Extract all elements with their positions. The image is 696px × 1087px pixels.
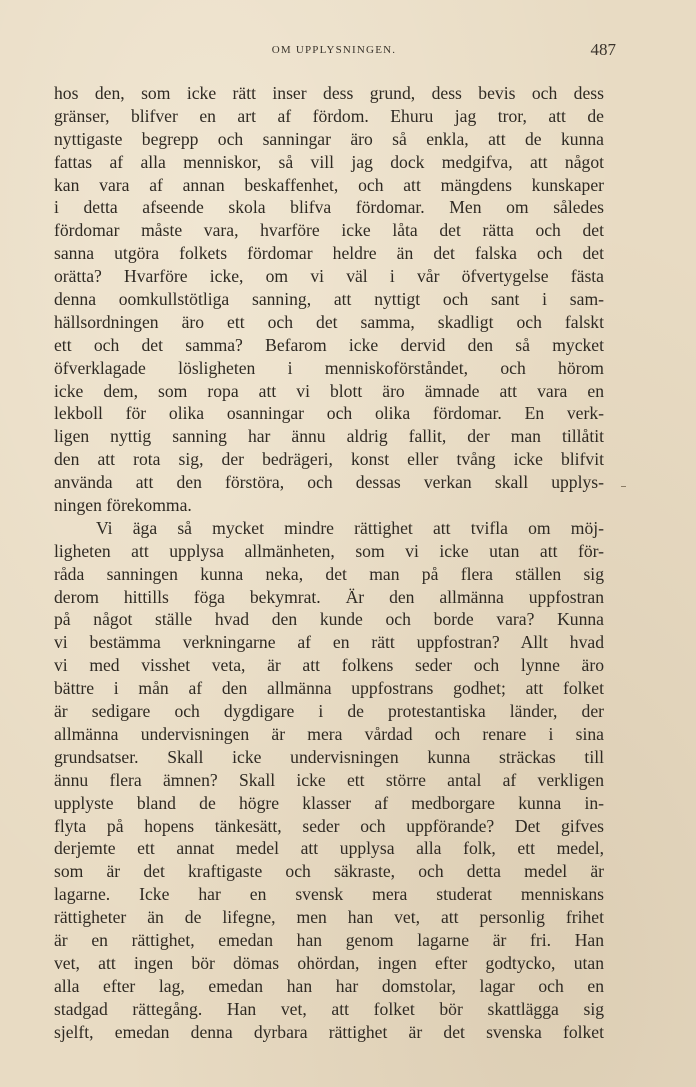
text-line: som är det kraftigaste och säkraste, och detta medel är: [54, 861, 604, 882]
text-line: är sedigare och dygdigare i de protestantiska länder, der: [54, 701, 604, 722]
text-line: alla efter lag, emedan han har domstolar, lagar och en: [54, 975, 604, 996]
text-line: flyta på hopens tänkesätt, seder och uppförande? Det gifves: [54, 815, 604, 836]
paragraph: [54, 82, 604, 517]
page-number: 487: [590, 40, 616, 59]
text-line: rättigheter än de lifegne, men han vet, att personlig frihet: [54, 907, 604, 928]
text-line: bättre i mån af den allmänna uppfostrans godhet; att folket: [54, 678, 604, 699]
text-line: grundsatser. Skall icke undervisningen kunna sträckas till: [54, 746, 604, 767]
text-line: hos den, som icke rätt inser dess grund, dess bevis och dess: [54, 83, 604, 103]
page-header: [54, 40, 614, 66]
text-line: sanna utgöra folkets fördomar heldre än det falska och det: [54, 243, 604, 264]
text-line: ligheten att upplysa allmänheten, som vi icke utan att för-: [54, 540, 604, 561]
text-line: denna oomkullstötliga sanning, att nyttigt och sant i sam-: [54, 289, 604, 310]
text-line: allmänna undervisningen är mera vårdad och renare i sina: [54, 723, 604, 744]
text-line: nyttigaste begrepp och sanningar äro så enkla, att de kunna: [54, 128, 604, 149]
text-line: vet, att ingen bör dömas ohördan, ingen efter godtycko, utan: [54, 952, 604, 973]
text-line: kan vara af annan beskaffenhet, och att mängdens kunskaper: [54, 174, 604, 195]
text-line: öfverklagade lösligheten i menniskoförståndet, och hörom: [54, 357, 604, 378]
text-line: ningen förekomma.: [54, 495, 192, 516]
text-line: är en rättighet, emedan han genom lagarne är fri. Han: [54, 929, 604, 950]
text-line: sjelft, emedan denna dyrbara rättighet är det svenska folket: [54, 1021, 604, 1042]
text-line: stadgad rättegång. Han vet, att folket bör skattlägga sig: [54, 998, 604, 1019]
running-title: OM UPPLYSNINGEN.: [271, 44, 397, 56]
text-line: ett och det samma? Befarom icke dervid den så mycket: [54, 334, 604, 355]
text-line: orätta? Hvarföre icke, om vi väl i vår öfvertygelse fästa: [54, 266, 604, 287]
text-line: Vi äga så mycket mindre rättighet att tvifla om möj-: [96, 517, 604, 538]
text-line: vi bestämma verkningarne af en rätt uppfostran? Allt hvad: [54, 632, 604, 653]
text-line: icke dem, som ropa att vi blott äro ämnade att vara en: [54, 380, 604, 401]
text-line: ligen nyttig sanning har ännu aldrig fallit, der man tillåtit: [54, 426, 604, 447]
text-line: gränser, blifver en art af fördom. Ehuru jag tror, att de: [54, 105, 604, 126]
text-line: ännu flera ämnen? Skall icke ett större antal af verkligen: [54, 769, 604, 790]
text-line: fattas af alla menniskor, så vill jag dock medgifva, att något: [54, 151, 604, 172]
text-line: upplyste bland de högre klasser af medborgare kunna in-: [54, 792, 604, 813]
text-line: lagarne. Icke har en svensk mera studerat menniskans: [54, 884, 604, 905]
body-text: [54, 82, 604, 1043]
text-line: använda att den förstöra, och dessas verkan skall upplys-: [54, 472, 604, 493]
text-line: derjemte ett annat medel att upplysa alla folk, ett medel,: [54, 838, 604, 859]
paragraph: [54, 517, 604, 1043]
text-line: råda sanningen kunna neka, det man på flera ställen sig: [54, 563, 604, 584]
text-line: fördomar måste vara, hvarföre icke låta det rätta och det: [54, 220, 604, 241]
text-line: vi med visshet veta, är att folkens seder och lynne äro: [54, 655, 604, 676]
text-line: den att rota sig, der bedrägeri, konst eller tvång icke blifvit: [54, 449, 604, 470]
text-line: derom hittills föga bekymrat. Är den allmänna uppfostran: [54, 586, 604, 607]
text-line: hällsordningen äro ett och det samma, skadligt och falskt: [54, 311, 604, 332]
text-line: på något ställe hvad den kunde och borde vara? Kunna: [54, 609, 604, 630]
text-line: lekboll för olika osanningar och olika fördomar. En verk-: [54, 403, 604, 424]
print-speck: [621, 486, 626, 487]
text-line: i detta afseende skola blifva fördomar. Men om således: [54, 197, 604, 218]
